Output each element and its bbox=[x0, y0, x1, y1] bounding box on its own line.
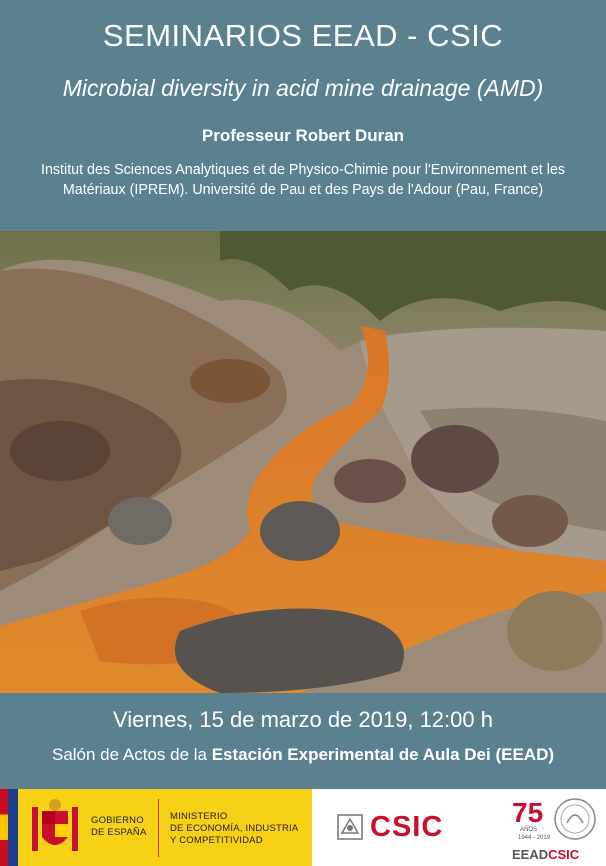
csic-logo-text: CSIC bbox=[370, 811, 444, 843]
csic-suffix-text: CSIC bbox=[548, 847, 580, 862]
venue-prefix: Salón de Actos de la bbox=[51, 745, 212, 764]
eead-text: EEAD bbox=[512, 847, 549, 862]
anniversary-word: AÑOS bbox=[520, 827, 538, 833]
event-venue bbox=[0, 745, 606, 765]
ministerio-line2: DE ECONOMÍA, INDUSTRIA bbox=[170, 823, 299, 834]
spain-coat-of-arms-icon bbox=[26, 797, 84, 859]
gobierno-line2: DE ESPAÑA bbox=[91, 827, 147, 838]
ministerio-line3: Y COMPETITIVIDAD bbox=[170, 835, 263, 846]
csic-seal-icon bbox=[553, 797, 597, 841]
seminar-series-title: SEMINARIOS EEAD - CSIC bbox=[102, 18, 504, 53]
anniversary-years: 1944 - 2019 bbox=[518, 835, 551, 841]
gobierno-text bbox=[91, 815, 146, 839]
gobierno-logo-band bbox=[0, 789, 312, 866]
acid-mine-drainage-photo bbox=[0, 231, 606, 693]
talk-title: Microbial diversity in acid mine drainage (AMD) bbox=[62, 75, 544, 101]
logo-divider bbox=[158, 799, 159, 857]
ministerio-line1: MINISTERIO bbox=[170, 811, 228, 822]
sponsor-logos-bar bbox=[0, 789, 606, 866]
speaker-name: Professeur Robert Duran bbox=[201, 126, 405, 145]
eu-flag-strip bbox=[8, 789, 18, 866]
csic-emblem-icon bbox=[336, 813, 364, 841]
ministerio-text bbox=[170, 811, 298, 847]
event-datetime: Viernes, 15 de marzo de 2019, 12:00 h bbox=[113, 707, 493, 732]
venue-name: Estación Experimental de Aula Dei (EEAD) bbox=[211, 745, 555, 764]
spain-flag-strip bbox=[0, 789, 8, 866]
header-banner bbox=[0, 0, 606, 231]
eead-csic-logo bbox=[512, 847, 579, 862]
event-details-banner bbox=[0, 693, 606, 789]
anniversary-number: 75 bbox=[512, 797, 544, 828]
speaker-affiliation: Institut des Sciences Analytiques et de Physico-Chimie pour l'Environnement et les Matériaux (IPREM). Université de Pau et des Pays de l'Adour (Pau, France) bbox=[40, 162, 566, 198]
gobierno-line1: GOBIERNO bbox=[91, 815, 144, 826]
